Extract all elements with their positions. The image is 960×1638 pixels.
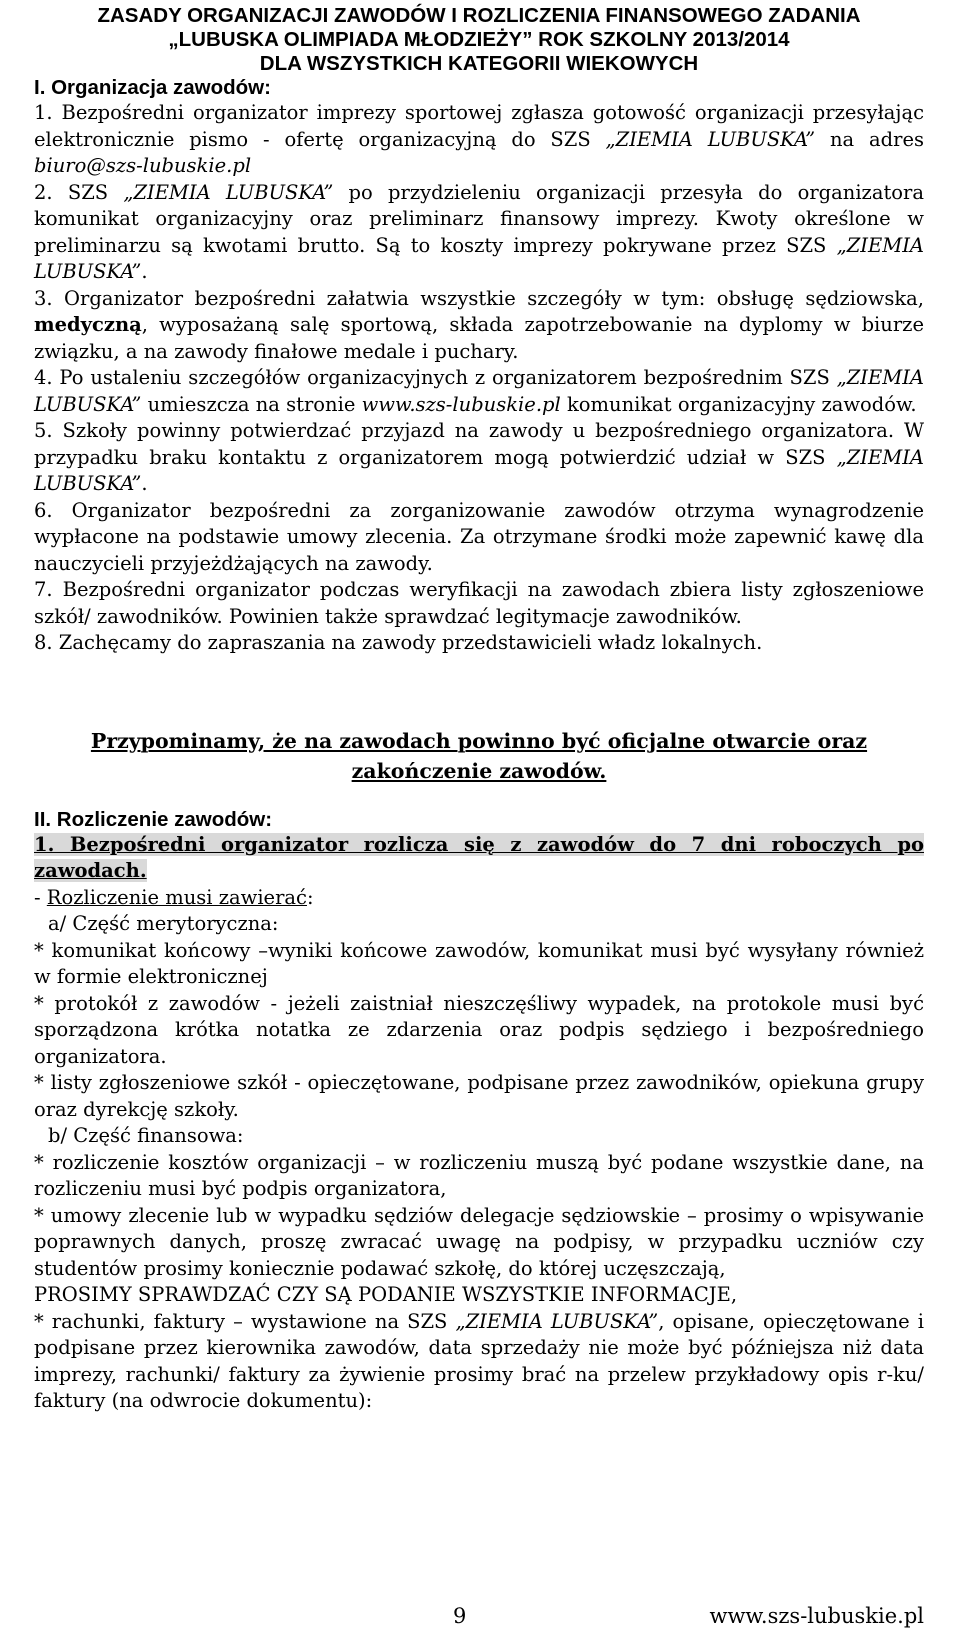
page-footer	[0, 1604, 960, 1634]
page-number: 9	[453, 1604, 467, 1628]
paragraph-2: 2. SZS „ZIEMIA LUBUSKA” po przydzieleniu organizacji przesyła do organizatora komunikat organizacyjny oraz preliminarz finansowy imprezy. Kwoty określone w preliminarzu są kwotami brutto. Są to koszty imprezy pokrywane przez SZS „ZIEMIA LUBUSKA”.	[34, 180, 924, 283]
document-header	[34, 4, 924, 76]
header-line-2: „LUBUSKA OLIMPIADA MŁODZIEŻY” ROK SZKOLNY 2013/2014	[168, 28, 790, 51]
paragraph-6: 6. Organizator bezpośredni za zorganizowanie zawodów otrzyma wynagrodzenie wypłacone na podstawie umowy zlecenia. Za otrzymane środki może zapewnić kawę dla nauczycieli przyjeżdżających na zawody.	[34, 498, 924, 575]
website-link: www.szs-lubuskie.pl	[361, 392, 561, 416]
section-1-title: I. Organizacja zawodów:	[34, 76, 271, 99]
paragraph-4: 4. Po ustaleniu szczegółów organizacyjnych z organizatorem bezpośrednim SZS „ZIEMIA LUBUSKA” umieszcza na stronie www.szs-lubuskie.pl komunikat organizacyjny zawodów.	[34, 366, 924, 416]
reminder-notice	[34, 726, 924, 786]
must-contain-line: - Rozliczenie musi zawierać:	[34, 885, 314, 909]
email-address: biuro@szs-lubuskie.pl	[34, 154, 252, 177]
part-a-item-1: * komunikat końcowy –wyniki końcowe zawodów, komunikat musi być wysyłany również w formie elektronicznej	[34, 938, 924, 988]
part-b-title: b/ Część finansowa:	[48, 1124, 244, 1147]
part-b-item-3: * rachunki, faktury – wystawione na SZS „ZIEMIA LUBUSKA”, opisane, opieczętowane i podpisane przez kierownika zawodów, data sprzedaży nie może być późniejsza niż data imprezy, rachunki/ faktury za żywienie prosimy brać na przelew przykładowy opis r-ku/ faktury (na odwrocie dokumentu):	[34, 1309, 924, 1412]
paragraph-5: 5. Szkoły powinny potwierdzać przyjazd na zawody u bezpośredniego organizatora. W przypadku braku kontaktu z organizatorem mogą potwierdzić udział w SZS „ZIEMIA LUBUSKA”.	[34, 419, 924, 495]
paragraph-1: 1. Bezpośredni organizator imprezy sportowej zgłasza gotowość organizacji przesyłając elektronicznie pismo - ofertę organizacyjną do SZS „ZIEMIA LUBUSKA” na adres biuro@szs-lubuskie.pl	[34, 101, 924, 177]
part-a-item-2: * protokół z zawodów - jeżeli zaistniał nieszczęśliwy wypadek, na protokole musi być sporządzona krótka notatka ze zdarzenia oraz podpis sędziego i bezpośredniego organizatora.	[34, 991, 924, 1068]
paragraph-3: 3. Organizator bezpośredni załatwia wszystkie szczegóły w tym: obsługę sędziowska, medyczną, wyposażaną salę sportową, składa zapotrzebowanie na dyplomy w biurze związku, a na zawody finałowe medale i puchary.	[34, 286, 924, 363]
header-line-3: DLA WSZYSTKICH KATEGORII WIEKOWYCH	[259, 52, 699, 75]
part-a-title: a/ Część merytoryczna:	[48, 912, 279, 935]
reminder-line-2: zakończenie zawodów.	[351, 758, 607, 783]
paragraph-8: 8. Zachęcamy do zapraszania na zawody przedstawicieli władz lokalnych.	[34, 631, 763, 654]
part-b-caps-note: PROSIMY SPRAWDZAĆ CZY SĄ PODANIE WSZYSTKIE INFORMACJE,	[34, 1283, 738, 1306]
footer-website: www.szs-lubuskie.pl	[709, 1604, 924, 1628]
part-b-item-2: * umowy zlecenie lub w wypadku sędziów delegacje sędziowskie – prosimy o wpisywanie poprawnych danych, proszę zwracać uwagę na podpisy, w przypadku uczniów czy studentów prosimy koniecznie podawać szkołę, do której uczęszczają,	[34, 1203, 924, 1280]
section-2-title: II. Rozliczenie zawodów:	[34, 807, 273, 831]
settlement-deadline: 1. Bezpośredni organizator rozlicza się z zawodów do 7 dni roboczych po zawodach.	[34, 832, 924, 882]
header-line-1: ZASADY ORGANIZACJI ZAWODÓW I ROZLICZENIA FINANSOWEGO ZADANIA	[97, 4, 861, 27]
part-a-item-3: * listy zgłoszeniowe szkół - opieczętowane, podpisane przez zawodników, opiekuna grupy oraz dyrekcję szkoły.	[34, 1071, 924, 1121]
document-page	[0, 4, 960, 1638]
reminder-line-1: Przypominamy, że na zawodach powinno być oficjalne otwarcie oraz	[90, 728, 868, 753]
paragraph-7: 7. Bezpośredni organizator podczas weryfikacji na zawodach zbiera listy zgłoszeniowe szkół/ zawodników. Powinien także sprawdzać legitymacje zawodników.	[34, 578, 924, 628]
part-b-item-1: * rozliczenie kosztów organizacji – w rozliczeniu muszą być podane wszystkie dane, na rozliczeniu musi być podpis organizatora,	[34, 1150, 924, 1200]
